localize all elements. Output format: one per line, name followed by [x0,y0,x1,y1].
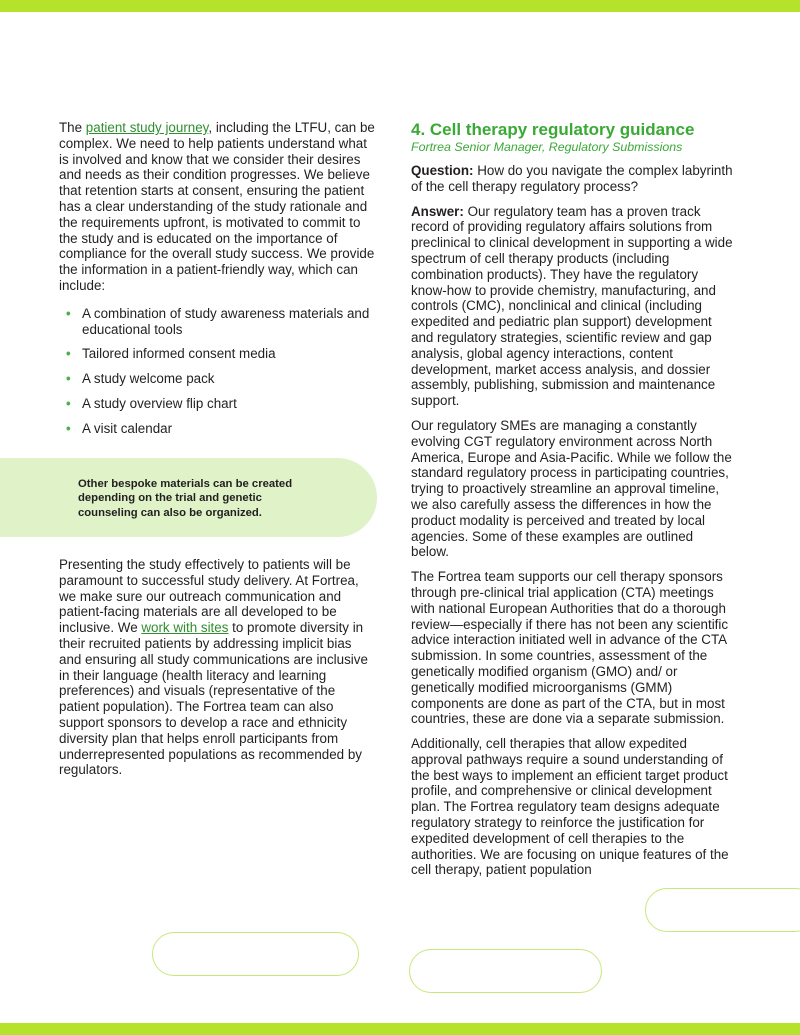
question-label: Question: [411,163,474,178]
sme-paragraph: Our regulatory SMEs are managing a constantly evolving CGT regulatory environment across North America, Europe and Asia-Pacific. While we follow the standard regulatory process in participating countries, trying to proactively streamline an approval timeline, we also carefully assess the differences in how the product modality is perceived and treated by local agencies. Some of these examples are outlined below. [411,417,732,560]
bullet-icon: • [66,371,71,387]
intro-paragraph [59,120,377,294]
decorative-pill-outline [152,932,359,976]
bullet-icon: • [66,420,71,436]
expedited-paragraph: Additionally, cell therapies that allow expedited approval pathways require a sound understanding of the best ways to implement an efficient target product profile, and comprehensive or clinical development plan. The Fortrea regulatory team designs adequate regulatory strategy to reinforce the justification for expedited development of cell therapies to the authorities. We are focusing on unique features of the cell therapy, patient population [411,736,729,878]
list-item-text: A visit calendar [82,420,173,436]
diversity-text-end: to promote diversity in their recruited patients by addressing implicit bias and ensuring all study communications are inclusive in their language (health literacy and learning preferences) and visuals (representative of the patient population). The Fortrea team can also support sponsors to develop a race and ethnicity diversity plan that helps enroll participants from underrepresented populations as recommended by regulators. [59,620,368,778]
decorative-pill-outline [645,888,800,932]
list-item [59,306,377,338]
list-item-text: A study overview flip chart [82,395,237,411]
section-heading: 4. Cell therapy regulatory guidance [411,120,695,139]
work-with-sites-link[interactable]: work with sites [141,620,229,636]
list-item-text: A study welcome pack [82,371,215,387]
callout-text: Other bespoke materials can be created depending on the trial and genetic counseling can also be organized. [78,478,293,519]
materials-list [59,306,377,437]
answer-label: Answer: [411,203,464,219]
list-item-text: A combination of study awareness materials and educational tools [82,305,370,337]
top-accent-bar [0,0,800,12]
bullet-icon: • [66,346,71,362]
bullet-icon: • [66,305,71,321]
patient-study-journey-link[interactable]: patient study journey [85,120,209,135]
left-column-lower [59,557,377,787]
intro-text-start: The [59,120,86,135]
left-column [59,120,377,446]
question-text: How do you navigate the complex labyrinth of the cell therapy regulatory process? [411,163,733,194]
section-subtitle: Fortrea Senior Manager, Regulatory Submissions [411,140,683,154]
bottom-accent-bar [0,1023,800,1035]
list-item [59,396,377,412]
list-item-text: Tailored informed consent media [82,346,276,362]
bullet-icon: • [66,395,71,411]
answer-text: Our regulatory team has a proven track record of providing regulatory affairs solutions from preclinical to clinical development in supporting a wide spectrum of cell therapy products (including combination products). They have the regulatory know-how to provide chemistry, manufacturing, and controls (CMC), nonclinical and clinical (including expedited and pediatric plan support) development and regulatory strategies, scientific review and gap analysis, global agency interactions, content development, market access analysis, and dossier assembly, publishing, submission and maintenance support. [411,203,733,409]
diversity-text-start: Presenting the study effectively to patients will be paramount to successful study delivery. At Fortrea, we make sure our outreach communication and patient-facing materials are all developed to be inclusive. We [59,557,359,636]
right-column [411,120,733,887]
list-item [59,371,377,387]
cta-paragraph: The Fortrea team supports our cell therapy sponsors through pre-clinical trial application (CTA) meetings with national European Authorities that do a thorough review—especially if there has not been any scientific advice interaction initiated well in advance of the CTA submission. In some countries, assessment of the genetically modified organism (GMO) and/ or genetically modified microorganisms (GMM) components are done as part of the CTA, but in most countries, these are done via a separate submission. [411,569,729,727]
intro-text-end: , including the LTFU, can be complex. We need to help patients understand what is involved and know that we consider their desires and needs as their condition progresses. We believe that retention starts at consent, ensuring the patient has a clear understanding of the study rationale and the requirements upfront, is motivated to commit to the study and is educated on the importance of compliance for the overall study success. We provide the information in a patient-friendly way, which can include: [59,120,375,293]
list-item [59,346,377,362]
answer-paragraph [411,204,733,409]
diversity-paragraph [59,557,377,778]
question-paragraph [411,163,733,195]
decorative-pill-outline [409,949,602,993]
list-item [59,421,377,437]
